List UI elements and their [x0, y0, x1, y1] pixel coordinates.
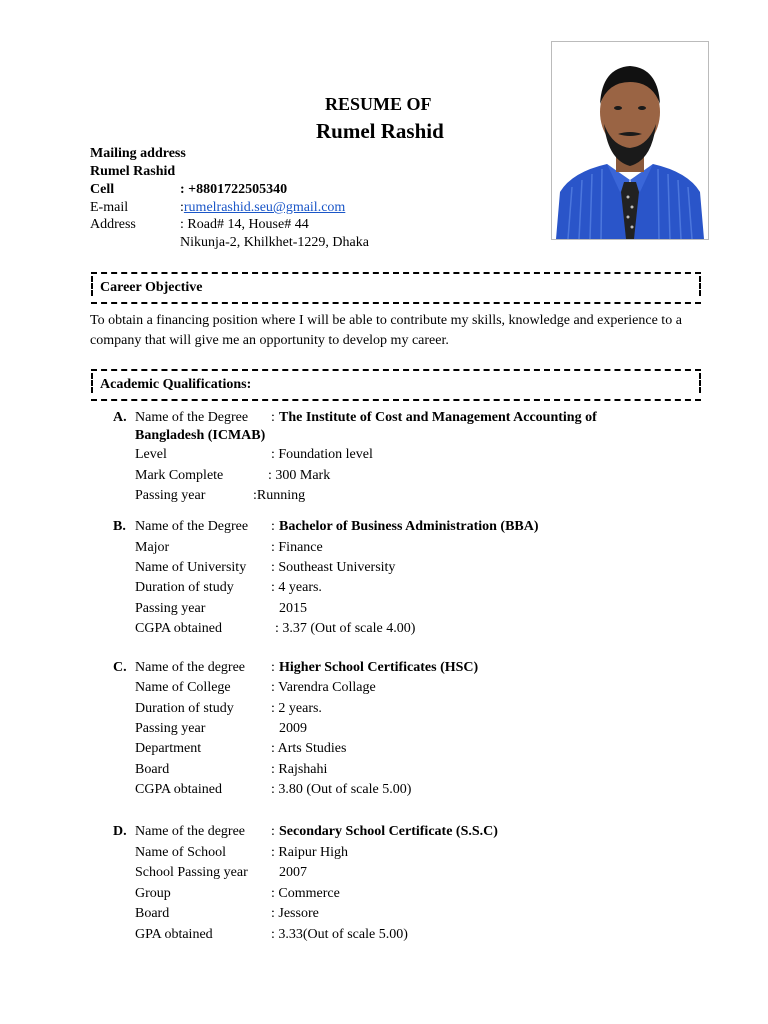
qualification-c-degree-sep: :	[271, 660, 275, 675]
qualification-d-school-label: Name of School	[135, 845, 226, 860]
qualification-d-gpa-value: : 3.33(Out of scale 5.00)	[271, 927, 408, 942]
qualification-d-degree-sep: :	[271, 824, 275, 839]
qualification-d-group-label: Group	[135, 886, 171, 901]
address-line-2: Nikunja-2, Khilkhet-1229, Dhaka	[180, 235, 369, 250]
qualification-a-mark-label: Mark Complete	[135, 468, 224, 483]
qualification-b-passing-label: Passing year	[135, 601, 206, 616]
qualification-b-cgpa-value: : 3.37 (Out of scale 4.00)	[275, 621, 416, 636]
qualification-b-university-value: : Southeast University	[271, 560, 396, 575]
qualification-c-passing-value: 2009	[279, 721, 307, 736]
career-objective-text: To obtain a financing position where I will be able to contribute my skills, knowledge and experience to a company that will give me an opportunity to develop my career.	[90, 313, 682, 348]
qualification-b-major-label: Major	[135, 540, 170, 555]
academic-qualifications-box	[91, 369, 701, 401]
qualification-c-college-label: Name of College	[135, 680, 231, 695]
qualification-b-passing-value: 2015	[279, 601, 307, 616]
cell-value: : +8801722505340	[180, 182, 288, 197]
cell-label: Cell	[90, 182, 115, 197]
qualification-c-duration-label: Duration of study	[135, 701, 234, 716]
career-objective-box	[91, 272, 701, 304]
address-line-1: : Road# 14, House# 44	[180, 217, 309, 232]
contact-name: Rumel Rashid	[90, 164, 176, 179]
qualification-d-passing-value: 2007	[279, 865, 307, 880]
qualification-c-cgpa-value: : 3.80 (Out of scale 5.00)	[271, 782, 412, 797]
email-link[interactable]: rumelrashid.seu@gmail.com	[183, 200, 346, 215]
qualification-c-cgpa-label: CGPA obtained	[135, 782, 222, 797]
qualification-d-board-value: : Jessore	[271, 906, 319, 921]
qualification-a-level-label: Level	[135, 447, 167, 462]
qualification-c-board-value: : Rajshahi	[271, 762, 328, 777]
qualification-a-passing-label: Passing year	[135, 488, 206, 503]
email-field	[180, 199, 345, 217]
qualification-a-degree-label: Name of the Degree	[135, 410, 249, 425]
qualification-b-degree-value: Bachelor of Business Administration (BBA)	[279, 519, 539, 534]
qualification-a-degree-value-2: Bangladesh (ICMAB)	[135, 428, 266, 443]
email-prefix: :	[180, 200, 184, 215]
qualification-c-college-value: : Varendra Collage	[271, 680, 376, 695]
qualification-d-passing-label: School Passing year	[135, 865, 248, 880]
qualification-d-group-value: : Commerce	[271, 886, 340, 901]
qualification-c-duration-value: : 2 years.	[271, 701, 322, 716]
academic-qualifications-heading: Academic Qualifications:	[100, 377, 252, 392]
qualification-d-gpa-label: GPA obtained	[135, 927, 213, 942]
qualification-d-school-value: : Raipur High	[271, 845, 348, 860]
qualification-a-marker: A.	[113, 410, 127, 425]
qualification-d-board-label: Board	[135, 906, 170, 921]
qualification-b-degree-sep: :	[271, 519, 275, 534]
qualification-a-mark-value: : 300 Mark	[268, 468, 331, 483]
qualification-d-degree-label: Name of the degree	[135, 824, 245, 839]
qualification-b-cgpa-label: CGPA obtained	[135, 621, 222, 636]
profile-photo	[551, 41, 709, 240]
qualification-b-duration-value: : 4 years.	[271, 580, 322, 595]
qualification-d-marker: D.	[113, 824, 127, 839]
qualification-c-board-label: Board	[135, 762, 170, 777]
qualification-c-marker: C.	[113, 660, 127, 675]
qualification-c-passing-label: Passing year	[135, 721, 206, 736]
qualification-b-marker: B.	[113, 519, 126, 534]
mailing-address-label: Mailing address	[90, 146, 186, 161]
career-objective-heading: Career Objective	[100, 280, 203, 295]
qualification-b-duration-label: Duration of study	[135, 580, 234, 595]
resume-of-heading: RESUME OF	[325, 94, 432, 114]
qualification-c-department-label: Department	[135, 741, 202, 756]
qualification-b-degree-label: Name of the Degree	[135, 519, 249, 534]
qualification-a-degree-sep: :	[271, 410, 275, 425]
candidate-name-heading: Rumel Rashid	[316, 119, 444, 143]
email-label: E-mail	[90, 200, 129, 215]
qualification-c-degree-value: Higher School Certificates (HSC)	[279, 660, 479, 675]
qualification-d-degree-value: Secondary School Certificate (S.S.C)	[279, 824, 498, 839]
qualification-a-degree-value-1: The Institute of Cost and Management Accounting of	[279, 410, 597, 425]
qualification-c-department-value: : Arts Studies	[271, 741, 347, 756]
qualification-a-level-value: : Foundation level	[271, 447, 373, 462]
qualification-b-major-value: : Finance	[271, 540, 323, 555]
qualification-c-degree-label: Name of the degree	[135, 660, 245, 675]
address-label: Address	[90, 217, 136, 232]
qualification-b-university-label: Name of University	[135, 560, 247, 575]
qualification-a-passing-value: :Running	[253, 488, 306, 503]
